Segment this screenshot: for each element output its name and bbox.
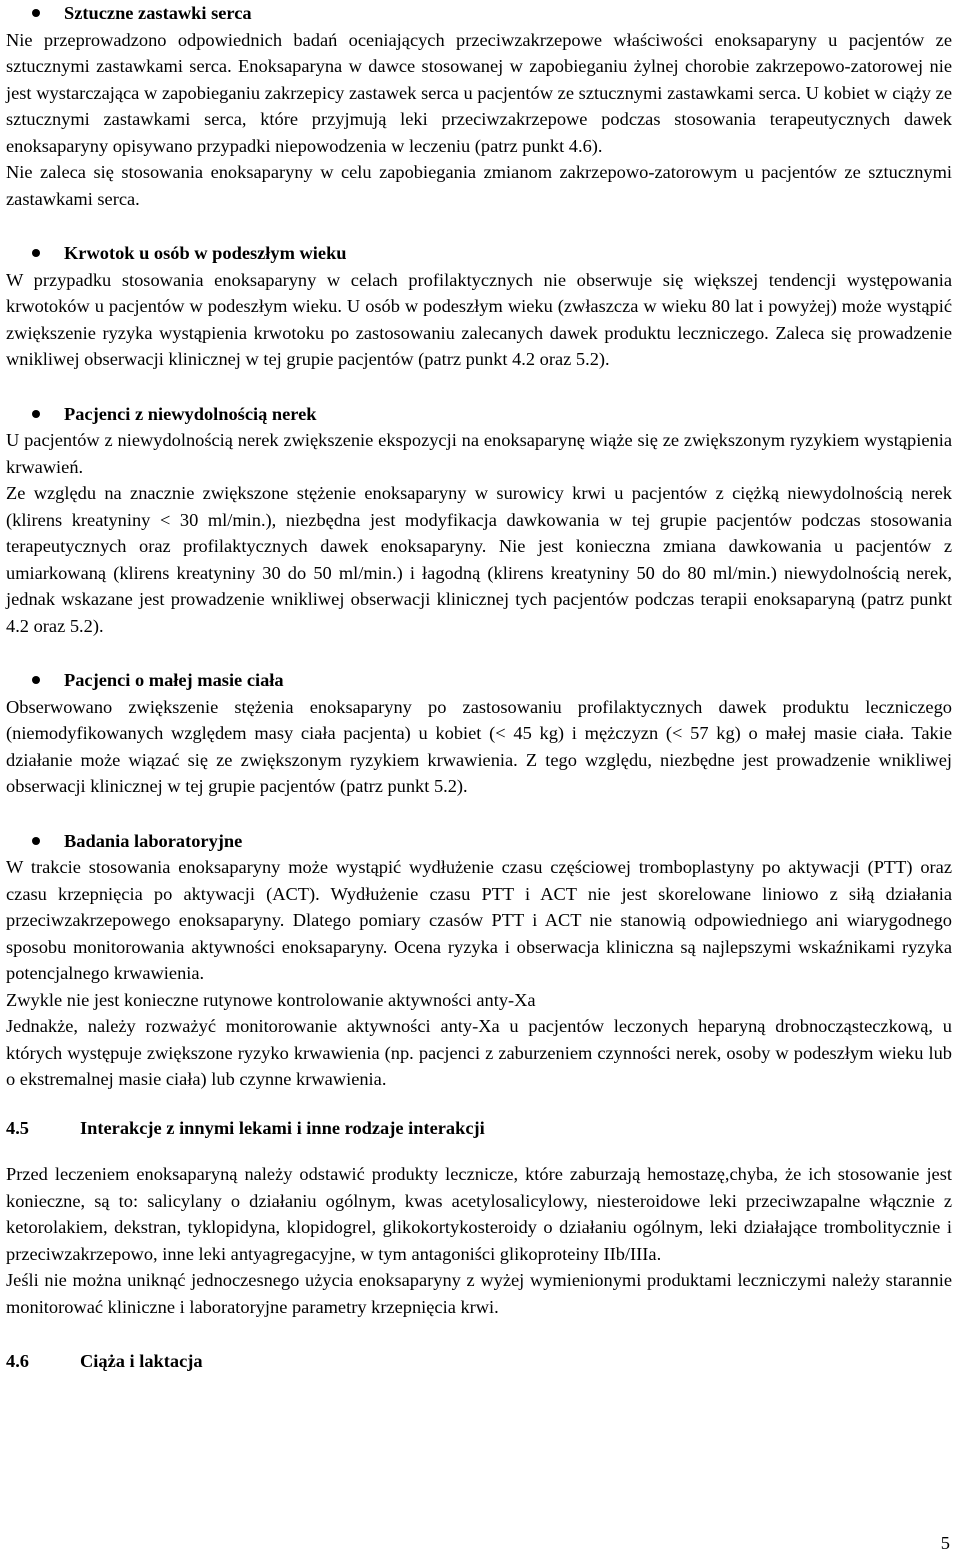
heading-text: Badania laboratoryjne (64, 830, 243, 851)
bullet-icon (32, 676, 40, 684)
section-bleeding-elderly (6, 240, 952, 373)
paragraph: Nie przeprowadzono odpowiednich badań oceniających przeciwzakrzepowe właściwości enoksaparyny u pacjentów ze sztucznymi zastawkami serca. Enoksaparyna w dawce stosowanej w zapobieganiu żylnej chorobie zakrzepowo-zatorowej nie jest wystarczająca w zapobieganiu zakrzepicy zastawek serca u pacjentów ze sztucznymi zastawkami serca. U kobiet w ciąży ze sztucznymi zastawkami serca, które przyjmują leki przeciwzakrzepowe podczas stosowania terapeutycznych dawek enoksaparyny opisywano przypadki niepowodzenia w leczeniu (patrz punkt 4.6). (6, 29, 952, 156)
section-title: Interakcje z innymi lekami i inne rodzaje interakcji (80, 1117, 485, 1138)
section-heading (6, 0, 952, 27)
section-heading (6, 401, 952, 428)
bullet-icon (32, 410, 40, 418)
document-page (6, 0, 952, 1375)
numbered-heading (6, 1348, 952, 1375)
section-number: 4.6 (6, 1351, 29, 1371)
heading-text: Krwotok u osób w podeszłym wieku (64, 243, 347, 263)
page-number: 5 (940, 1533, 950, 1553)
section-heading (6, 240, 952, 267)
section-heading (6, 828, 952, 855)
paragraph: Nie zaleca się stosowania enoksaparyny w celu zapobiegania zmianom zakrzepowo-zatorowym u pacjentów ze sztucznymi zastawkami serca. (6, 162, 952, 209)
numbered-heading (6, 1115, 952, 1142)
section-heading (6, 667, 952, 694)
section-4-6-pregnancy (6, 1348, 952, 1375)
paragraph: U pacjentów z niewydolnością nerek zwiększenie ekspozycji na enoksaparynę wiąże się ze zwiększonym ryzykiem wystąpienia krwawień. (6, 430, 952, 477)
bullet-icon (32, 837, 40, 845)
section-title: Ciąża i laktacja (80, 1351, 203, 1371)
section-laboratory-tests (6, 828, 952, 1093)
paragraph: Obserwowano zwiększenie stężenia enoksaparyny po zastosowaniu profilaktycznych dawek produktu leczniczego (niemodyfikowanych względem masy ciała pacjenta) u kobiet (< 45 kg) i mężczyzn (< 57 kg) o małej masie ciała. Takie działanie może wiązać się ze zwiększonym ryzykiem krwawienia. Z tego względu, niezbędne jest prowadzenie wnikliwej obserwacji klinicznej w tej grupie pacjentów (patrz punkt 5.2). (6, 696, 952, 796)
paragraph: Ze względu na znacznie zwiększone stężenie enoksaparyny w surowicy krwi u pacjentów z ciężką niewydolnością nerek (klirens kreatyniny < 30 ml/min.), niezbędna jest modyfikacja dawkowania w tej grupie pacjentów podczas stosowania terapeutycznych oraz profilaktycznych dawek enoksaparyny. Nie jest konieczna zmiana dawkowania u pacjentów z umiarkowaną (klirens kreatyniny 30 do 50 ml/min.) i łagodną (klirens kreatyniny 50 do 80 ml/min.) niewydolnością nerek, jednak wskazane jest prowadzenie wnikliwej obserwacji klinicznej tych pacjentów podczas terapii enoksaparyną (patrz punkt 4.2 oraz 5.2). (6, 483, 952, 636)
bullet-icon (32, 249, 40, 257)
section-4-5-interactions (6, 1115, 952, 1321)
paragraph: Jeśli nie można uniknąć jednoczesnego użycia enoksaparyny z wyżej wymienionymi produktami leczniczymi należy starannie monitorować kliniczne i laboratoryjne parametry krzepnięcia krwi. (6, 1270, 952, 1317)
section-artificial-heart-valves (6, 0, 952, 212)
section-low-body-weight (6, 667, 952, 800)
heading-text: Pacjenci z niewydolnością nerek (64, 403, 317, 424)
heading-text: Sztuczne zastawki serca (64, 3, 252, 23)
bullet-icon (32, 9, 40, 17)
section-renal-impairment (6, 401, 952, 640)
paragraph: W trakcie stosowania enoksaparyny może wystąpić wydłużenie czasu częściowej tromboplastyny po aktywacji (PTT) oraz czasu krzepnięcia po aktywacji (ACT). Wydłużenie czasu PTT i ACT nie jest skorelowane liniowo z siłą działania przeciwzakrzepowego enoksaparyny. Dlatego pomiary czasów PTT i ACT nie stanowią odpowiedniego ani wiarygodnego sposobu monitorowania aktywności enoksaparyny. Ocena ryzyka i obserwacja kliniczna są najlepszymi wskaźnikami ryzyka potencjalnego krwawienia. (6, 857, 952, 983)
paragraph: Jednakże, należy rozważyć monitorowanie aktywności anty-Xa u pacjentów leczonych heparyną drobnocząsteczkową, u których występuje zwiększone ryzyko krwawienia (np. pacjenci z zaburzeniem czynności nerek, osoby w podeszłym wieku lub o ekstremalnej masie ciała) lub czynne krwawienia. (6, 1016, 952, 1089)
paragraph: Przed leczeniem enoksaparyną należy odstawić produkty lecznicze, które zaburzają hemostazę,chyba, że ich stosowanie jest konieczne, są to: salicylany o działaniu ogólnym, kwas acetylosalicylowy, niesteroidowe leki przeciwzapalne włącznie z ketorolakiem, dekstran, tyklopidyna, klopidogrel, glikokortykosteroidy o działaniu ogólnym, leki działające trombolitycznie i przeciwzakrzepowo, inne leki antyagregacyjne, w tym antagoniści glikoproteiny IIb/IIIa. (6, 1164, 952, 1264)
paragraph: W przypadku stosowania enoksaparyny w celach profilaktycznych nie obserwuje się większej tendencji występowania krwotoków u pacjentów w podeszłym wieku. U osób w podeszłym wieku (zwłaszcza w wieku 80 lat i powyżej) może wystąpić zwiększenie ryzyka wystąpienia krwotoku po zastosowaniu zalecanych dawek produktu leczniczego. Zaleca się prowadzenie wnikliwej obserwacji klinicznej w tej grupie pacjentów (patrz punkt 4.2 oraz 5.2). (6, 269, 952, 369)
heading-text: Pacjenci o małej masie ciała (64, 670, 284, 690)
section-number: 4.5 (6, 1117, 29, 1138)
paragraph: Zwykle nie jest konieczne rutynowe kontrolowanie aktywności anty-Xa (6, 989, 536, 1010)
